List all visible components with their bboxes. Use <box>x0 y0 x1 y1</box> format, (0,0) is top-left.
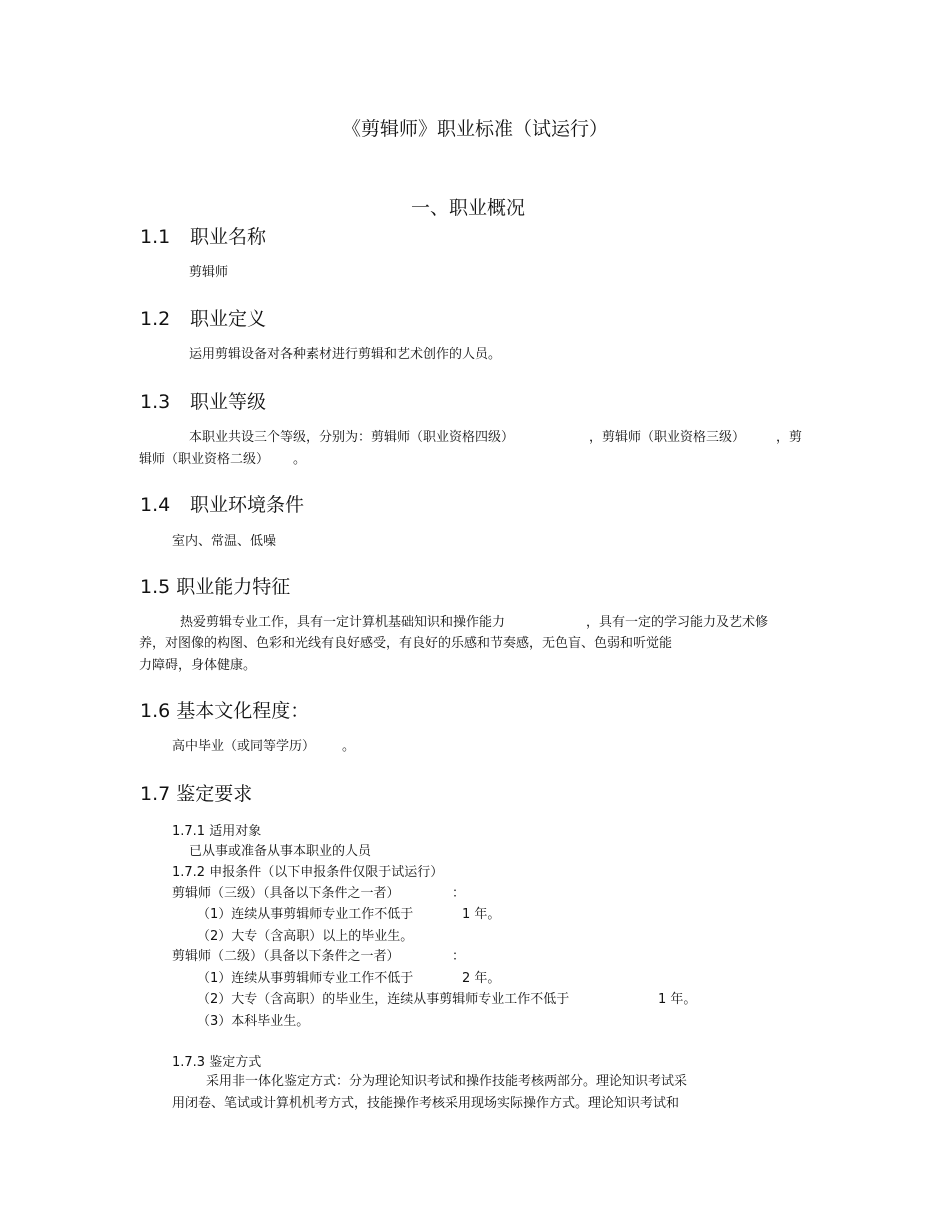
subsection-1-7-1-title: 1.7.1 适用对象 <box>172 824 262 839</box>
section-body-1-3-part-b: ，剪辑师（职业资格三级） <box>589 430 746 445</box>
document-title: 《剪辑师》职业标准（试运行） <box>341 118 608 140</box>
subsection-1-7-2-title: 1.7.2 申报条件（以下申报条件仅限于试运行） <box>172 865 444 880</box>
section-body-1-3-part-d: 辑师（职业资格二级） <box>139 452 270 467</box>
level3-item-1: （1）连续从事剪辑师专业工作不低于 <box>197 907 414 922</box>
section-body-1-3-part-a: 本职业共设三个等级，分别为：剪辑师（职业资格四级） <box>189 430 515 445</box>
level2-item-2: （2）大专（含高职）的毕业生，连续从事剪辑师专业工作不低于 <box>197 992 570 1007</box>
level2-item-2-value: 1 年。 <box>658 992 697 1007</box>
section-body-1-6-b: 。 <box>342 739 356 754</box>
level3-item-1-value: 1 年。 <box>462 907 501 922</box>
subsection-1-7-1-text: 已从事或准备从事本职业的人员 <box>189 844 372 859</box>
section-body-1-3-part-c: ，剪 <box>776 430 803 445</box>
subsection-1-7-3-title: 1.7.3 鉴定方式 <box>172 1055 262 1070</box>
section-heading-1-6: 1.6 基本文化程度： <box>140 700 310 722</box>
section-body-1-2: 运用剪辑设备对各种素材进行剪辑和艺术创作的人员。 <box>189 347 502 362</box>
section-body-1-5-line-1b: ，具有一定的学习能力及艺术修 <box>586 615 769 630</box>
section-heading-1-1: 1.1 职业名称 <box>140 226 267 248</box>
level2-heading: 剪辑师（二级）（具备以下条件之一者） <box>172 949 400 964</box>
section-heading-1-5: 1.5 职业能力特征 <box>140 576 291 598</box>
section-heading-1-4: 1.4 职业环境条件 <box>140 494 305 516</box>
section-body-1-6-a: 高中毕业（或同等学历） <box>172 739 316 754</box>
section-heading-1-3: 1.3 职业等级 <box>140 391 267 413</box>
section-body-1-4: 室内、常温、低噪 <box>172 534 277 549</box>
section-heading-1-2: 1.2 职业定义 <box>140 308 267 330</box>
level2-colon: ： <box>452 949 466 964</box>
subsection-1-7-3-line-1: 采用非一体化鉴定方式：分为理论知识考试和操作技能考核两部分。理论知识考试采 <box>206 1074 688 1089</box>
section-body-1-3-part-e: 。 <box>293 452 307 467</box>
level3-item-2: （2）大专（含高职）以上的毕业生。 <box>197 929 414 944</box>
level2-item-1-value: 2 年。 <box>462 971 501 986</box>
section-body-1-1: 剪辑师 <box>189 265 229 280</box>
level3-colon: ： <box>452 886 466 901</box>
part-one-heading: 一、职业概况 <box>411 197 526 219</box>
subsection-1-7-3-line-2: 用闭卷、笔试或计算机机考方式，技能操作考核采用现场实际操作方式。理论知识考试和 <box>172 1096 680 1111</box>
section-body-1-5-line-1a: 热爱剪辑专业工作，具有一定计算机基础知识和操作能力 <box>180 615 506 630</box>
section-heading-1-7: 1.7 鉴定要求 <box>140 783 253 805</box>
level3-heading: 剪辑师（三级）（具备以下条件之一者） <box>172 886 400 901</box>
level2-item-3: （3）本科毕业生。 <box>197 1014 310 1029</box>
section-body-1-5-line-3: 力障碍，身体健康。 <box>139 658 257 673</box>
section-body-1-5-line-2: 养，对图像的构图、色彩和光线有良好感受，有良好的乐感和节奏感，无色盲、色弱和听觉能 <box>139 636 673 651</box>
level2-item-1: （1）连续从事剪辑师专业工作不低于 <box>197 971 414 986</box>
